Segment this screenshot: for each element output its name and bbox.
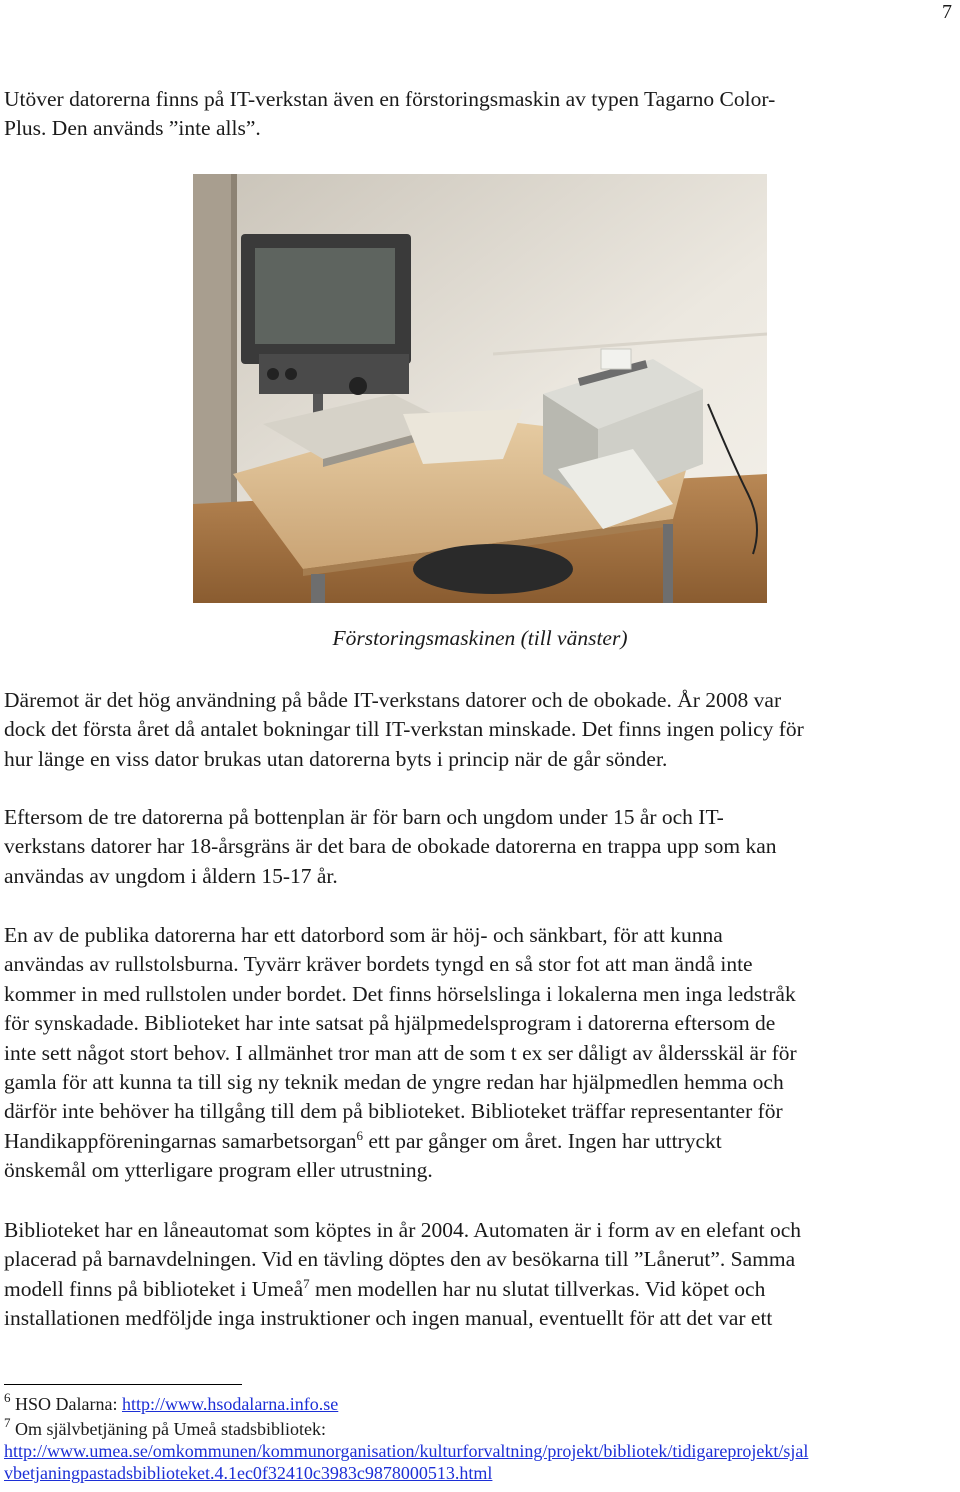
text-line: Utöver datorerna finns på IT-verkstan även en förstoringsmaskin av typen Tagarno Color-	[4, 87, 776, 111]
text-fragment: ett par gånger om året. Ingen har uttryckt	[362, 1128, 722, 1153]
text-line: för synskadade. Biblioteket har inte satsat på hjälpmedelsprogram i datorerna eftersom de	[4, 1011, 776, 1036]
text-line	[4, 1275, 956, 1304]
text-fragment: Handikappföreningarnas samarbetsorgan	[4, 1128, 357, 1153]
text-line: Plus. Den används ”inte alls”.	[4, 116, 261, 141]
text-line: placerad på barnavdelningen. Vid en tävling döptes den av besökarna till ”Lånerut”. Samma	[4, 1247, 796, 1272]
footnote-link-umea-continued[interactable]: vbetjaningpastadsbiblioteket.4.1ec0f32410c3983c9878000513.html	[4, 1463, 493, 1483]
footnote-divider	[4, 1384, 242, 1385]
text-line: installationen medföljde inga instruktioner och ingen manual, eventuellt för att det var ett	[4, 1306, 773, 1331]
footnote-ref-6[interactable]: 6	[356, 1127, 363, 1143]
text-line: Biblioteket har en låneautomat som köptes in år 2004. Automaten är i form av en elefant och	[4, 1218, 802, 1242]
footnote-marker: 7	[4, 1415, 11, 1430]
footnote-ref-7[interactable]: 7	[303, 1275, 310, 1291]
text-line: dock det första året då antalet bokningar till IT-verkstan minskade. Det finns ingen policy för	[4, 717, 804, 742]
text-line: inte sett något stort behov. I allmänhet tror man att de som t ex ser dåligt av åldersskäl är för	[4, 1040, 797, 1065]
text-line: kommer in med rullstolen under bordet. Det finns hörselslinga i lokalerna men inga ledstråk	[4, 981, 796, 1006]
text-line: hur länge en viss dator brukas utan datorerna byts i princip när de går sönder.	[4, 746, 668, 771]
text-line: En av de publika datorerna har ett datorbord som är höj- och sänkbart, för att kunna	[4, 923, 723, 947]
text-line: önskemål om ytterligare program eller utrustning.	[4, 1158, 433, 1183]
page-number: 7	[942, 1, 952, 23]
text-line: användas av ungdom i åldern 15-17 år.	[4, 863, 338, 888]
footnote-marker: 6	[4, 1390, 11, 1405]
paragraph-accessibility	[4, 921, 956, 1186]
text-line: verkstans datorer har 18-årsgräns är det bara de obokade datorerna en trappa upp som kan	[4, 834, 777, 859]
text-fragment: men modellen har nu slutat tillverkas. Vid köpet och	[309, 1276, 766, 1301]
text-line	[4, 1127, 956, 1156]
paragraph-age-limits	[4, 803, 956, 891]
photo-magnifier-and-printer	[193, 174, 767, 603]
text-line: därför inte behöver ha tillgång till dem på biblioteket. Biblioteket träffar representanter för	[4, 1099, 783, 1124]
text-line: användas av rullstolsburna. Tyvärr kräver bordets tyngd en så stor fot att man ändå inte	[4, 952, 753, 977]
paragraph-intro	[4, 85, 956, 144]
text-line: gamla för att kunna ta till sig ny teknik medan de yngre redan har hjälpmedlen hemma och	[4, 1070, 784, 1095]
footnote-text: Om självbetjäning på Umeå stadsbibliotek:	[10, 1419, 326, 1439]
footnote-text: HSO Dalarna:	[10, 1394, 122, 1414]
paragraph-loan-machine	[4, 1216, 956, 1334]
photo-caption: Förstoringsmaskinen (till vänster)	[332, 626, 628, 650]
footnote-6	[4, 1390, 339, 1415]
text-line: Däremot är det hög användning på både IT-verkstans datorer och de obokade. År 2008 var	[4, 688, 782, 712]
text-fragment: modell finns på biblioteket i Umeå	[4, 1276, 304, 1301]
text-line: Eftersom de tre datorerna på bottenplan är för barn och ungdom under 15 år och IT-	[4, 805, 724, 829]
footnote-link-umea[interactable]: http://www.umea.se/omkommunen/kommunorganisation/kulturforvaltning/projekt/bibliotek/tidigareprojekt/sjal	[4, 1441, 809, 1461]
paragraph-usage	[4, 686, 956, 774]
footnote-link-hso[interactable]: http://www.hsodalarna.info.se	[121, 1394, 339, 1414]
footnote-7	[4, 1415, 809, 1484]
